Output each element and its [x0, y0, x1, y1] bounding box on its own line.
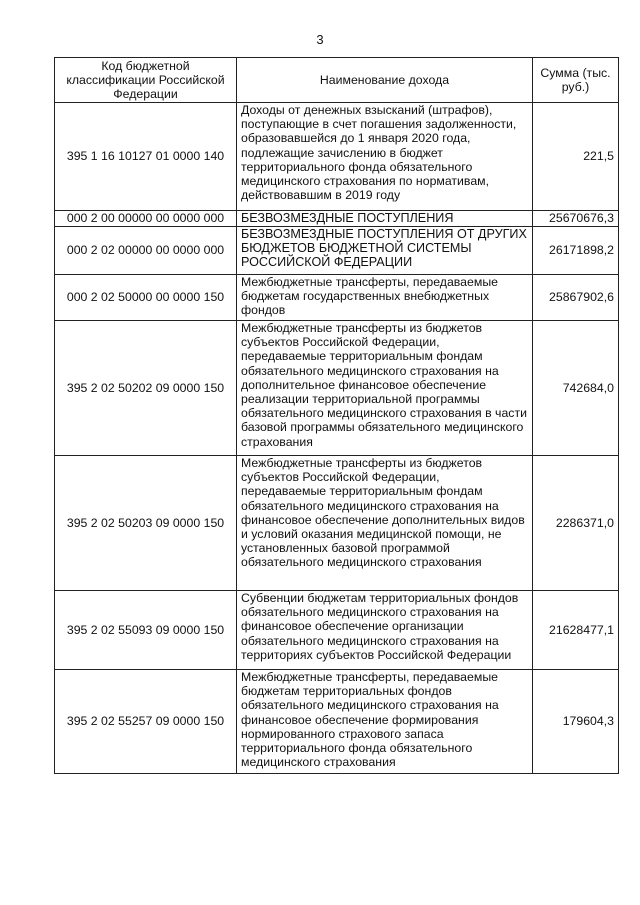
table-row — [55, 103, 619, 211]
row-name: Доходы от денежных взысканий (штрафов), поступающие в счет погашения задолженности, образовавшейся до 1 января 2020 года, подлежащие зачислению в бюджет территориального фонда обязательного медицинского страхования по нормативам, действовавшим в 2019 году — [237, 103, 533, 211]
header-name: Наименование дохода — [237, 58, 533, 103]
row-code: 395 2 02 50202 09 0000 150 — [55, 321, 237, 456]
row-code: 000 2 02 00000 00 0000 000 — [55, 227, 237, 275]
table-row — [55, 591, 619, 670]
row-code: 395 2 02 55093 09 0000 150 — [55, 591, 237, 670]
row-amount: 221,5 — [533, 103, 619, 211]
table-row — [55, 670, 619, 774]
row-amount: 742684,0 — [533, 321, 619, 456]
row-amount: 179604,3 — [533, 670, 619, 774]
row-name: БЕЗВОЗМЕЗДНЫЕ ПОСТУПЛЕНИЯ — [237, 211, 533, 227]
header-code: Код бюджетной классификации Российской Федерации — [55, 58, 237, 103]
row-name: Межбюджетные трансферты из бюджетов субъектов Российской Федерации, передаваемые территориальным фондам обязательного медицинского страхования на дополнительное финансовое обеспечение реализации территориальной программы обязательного медицинского страхования в части базовой программы обязательного медицинского страхования — [237, 321, 533, 456]
row-code: 000 2 02 50000 00 0000 150 — [55, 275, 237, 321]
header-amount: Сумма (тыс. руб.) — [533, 58, 619, 103]
row-amount: 21628477,1 — [533, 591, 619, 670]
row-code: 395 2 02 55257 09 0000 150 — [55, 670, 237, 774]
table-row — [55, 211, 619, 227]
revenue-table — [54, 57, 619, 774]
table-row — [55, 456, 619, 591]
table-row — [55, 321, 619, 456]
row-code: 395 2 02 50203 09 0000 150 — [55, 456, 237, 591]
row-name: Межбюджетные трансферты, передаваемые бюджетам государственных внебюджетных фондов — [237, 275, 533, 321]
row-code: 000 2 00 00000 00 0000 000 — [55, 211, 237, 227]
table-row — [55, 227, 619, 275]
page-number: 3 — [316, 32, 324, 47]
row-amount: 25670676,3 — [533, 211, 619, 227]
row-code: 395 1 16 10127 01 0000 140 — [55, 103, 237, 211]
row-name: БЕЗВОЗМЕЗДНЫЕ ПОСТУПЛЕНИЯ ОТ ДРУГИХ БЮДЖЕТОВ БЮДЖЕТНОЙ СИСТЕМЫ РОССИЙСКОЙ ФЕДЕРАЦИИ — [237, 227, 533, 275]
row-name: Субвенции бюджетам территориальных фондов обязательного медицинского страхования на финансовое обеспечение организации обязательного медицинского страхования на территориях субъектов Российской Федерации — [237, 591, 533, 670]
row-amount: 26171898,2 — [533, 227, 619, 275]
row-amount: 2286371,0 — [533, 456, 619, 591]
row-name: Межбюджетные трансферты из бюджетов субъектов Российской Федерации, передаваемые территориальным фондам обязательного медицинского страхования на финансовое обеспечение дополнительных видов и условий оказания медицинской помощи, не установленных базовой программой обязательного медицинского страхования — [237, 456, 533, 591]
table-header-row — [55, 58, 619, 103]
row-name: Межбюджетные трансферты, передаваемые бюджетам территориальных фондов обязательного медицинского страхования на финансовое обеспечение формирования нормированного страхового запаса территориального фонда обязательного медицинского страхования — [237, 670, 533, 774]
row-amount: 25867902,6 — [533, 275, 619, 321]
table-row — [55, 275, 619, 321]
